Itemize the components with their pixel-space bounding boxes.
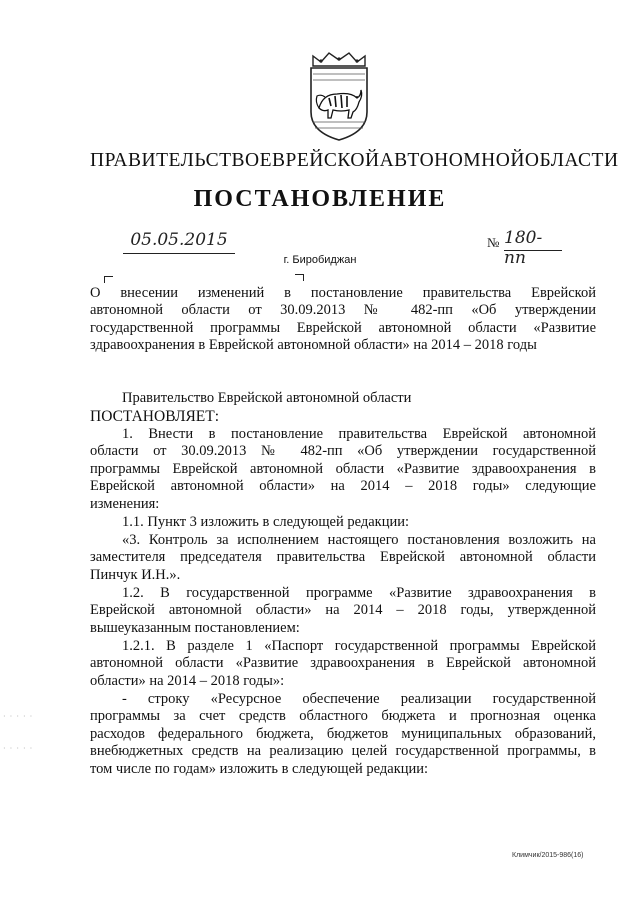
subject-line: автономной области от 30.09.2013 № 482-пп «Об утверждении — [90, 302, 596, 318]
row-item-line: программы за счет средств областного бюджета и прогнозная оценка — [90, 708, 596, 724]
decree-date: 05.05.2015 — [123, 229, 235, 254]
document-type-heading: ПОСТАНОВЛЕНИЕ — [193, 186, 447, 212]
paragraph-1-line: Еврейской автономной области» на 2014 – 2018 годы» следующие — [90, 478, 596, 494]
paragraph-1-2-1-line: автономной области «Развитие здравоохранения в Еврейской автономной — [90, 655, 596, 671]
government-title-word: ПРАВИТЕЛЬСТВО — [90, 150, 260, 171]
tiger-shield-icon — [303, 50, 375, 142]
coat-of-arms-emblem — [303, 50, 375, 142]
margin-scan-mark: · · · · · — [3, 712, 34, 721]
paragraph-1-line: программы Еврейской автономной области «Развитие здравоохранения в — [90, 461, 596, 477]
quote-line: «3. Контроль за исполнением настоящего постановления возложить на — [122, 532, 596, 548]
row-item-line: внебюджетных средств на реализацию целей государственной программы, в — [90, 743, 596, 759]
subject-line: О внесении изменений в постановление правительства Еврейской — [90, 285, 596, 301]
intro-text: Правительство Еврейской автономной области — [122, 390, 412, 406]
margin-scan-mark: · · · · · — [3, 744, 34, 753]
government-title — [90, 150, 619, 176]
resolves-text: ПОСТАНОВЛЯЕТ: — [90, 408, 220, 425]
paragraph-1-line: изменения: — [90, 496, 160, 512]
paragraph-1-line: области от 30.09.2013 № 482-пп «Об утверждении государственной — [90, 443, 596, 459]
government-title-word: ОБЛАСТИ — [524, 150, 619, 171]
subject-corner-mark-right — [295, 274, 304, 281]
footer-code: Климчик/2015-986(16) — [512, 852, 584, 859]
decree-number: 180-пп — [504, 228, 562, 251]
quote-line: заместителя председателя правительства Еврейской автономной области — [90, 549, 596, 565]
city-name: г. Биробиджан — [283, 254, 357, 266]
paragraph-1-2-1-line: области» на 2014 – 2018 годы»: — [90, 673, 285, 689]
subject-corner-mark-left — [104, 276, 113, 283]
government-title-word: ЕВРЕЙСКОЙ — [259, 150, 380, 171]
paragraph-1-2-1-line: 1.2.1. В разделе 1 «Паспорт государственной программы Еврейской — [122, 638, 596, 654]
paragraph-1-2-line: 1.2. В государственной программе «Развитие здравоохранения в — [122, 585, 596, 601]
row-item-line: том числе по годам» изложить в следующей редакции: — [90, 761, 429, 777]
subject-line: государственной программы Еврейской автономной области «Развитие — [90, 320, 596, 336]
paragraph-1-2-line: Еврейской автономной области» на 2014 – 2018 годы, утвержденной — [90, 602, 596, 618]
row-item-line: - строку «Ресурсное обеспечение реализации государственной — [122, 691, 596, 707]
paragraph-1-line: 1. Внести в постановление правительства Еврейской автономной — [122, 426, 596, 442]
quote-line: Пинчук И.Н.». — [90, 567, 181, 583]
paragraph-1-1: 1.1. Пункт 3 изложить в следующей редакции: — [122, 514, 410, 530]
paragraph-1-2-line: вышеуказанным постановлением: — [90, 620, 300, 636]
subject-line: здравоохранения в Еврейской автономной области» на 2014 – 2018 годы — [90, 337, 537, 353]
number-label: № — [487, 235, 500, 250]
government-title-word: АВТОНОМНОЙ — [379, 150, 525, 171]
row-item-line: расходов федерального бюджета, бюджетов муниципальных образований, — [90, 726, 596, 742]
